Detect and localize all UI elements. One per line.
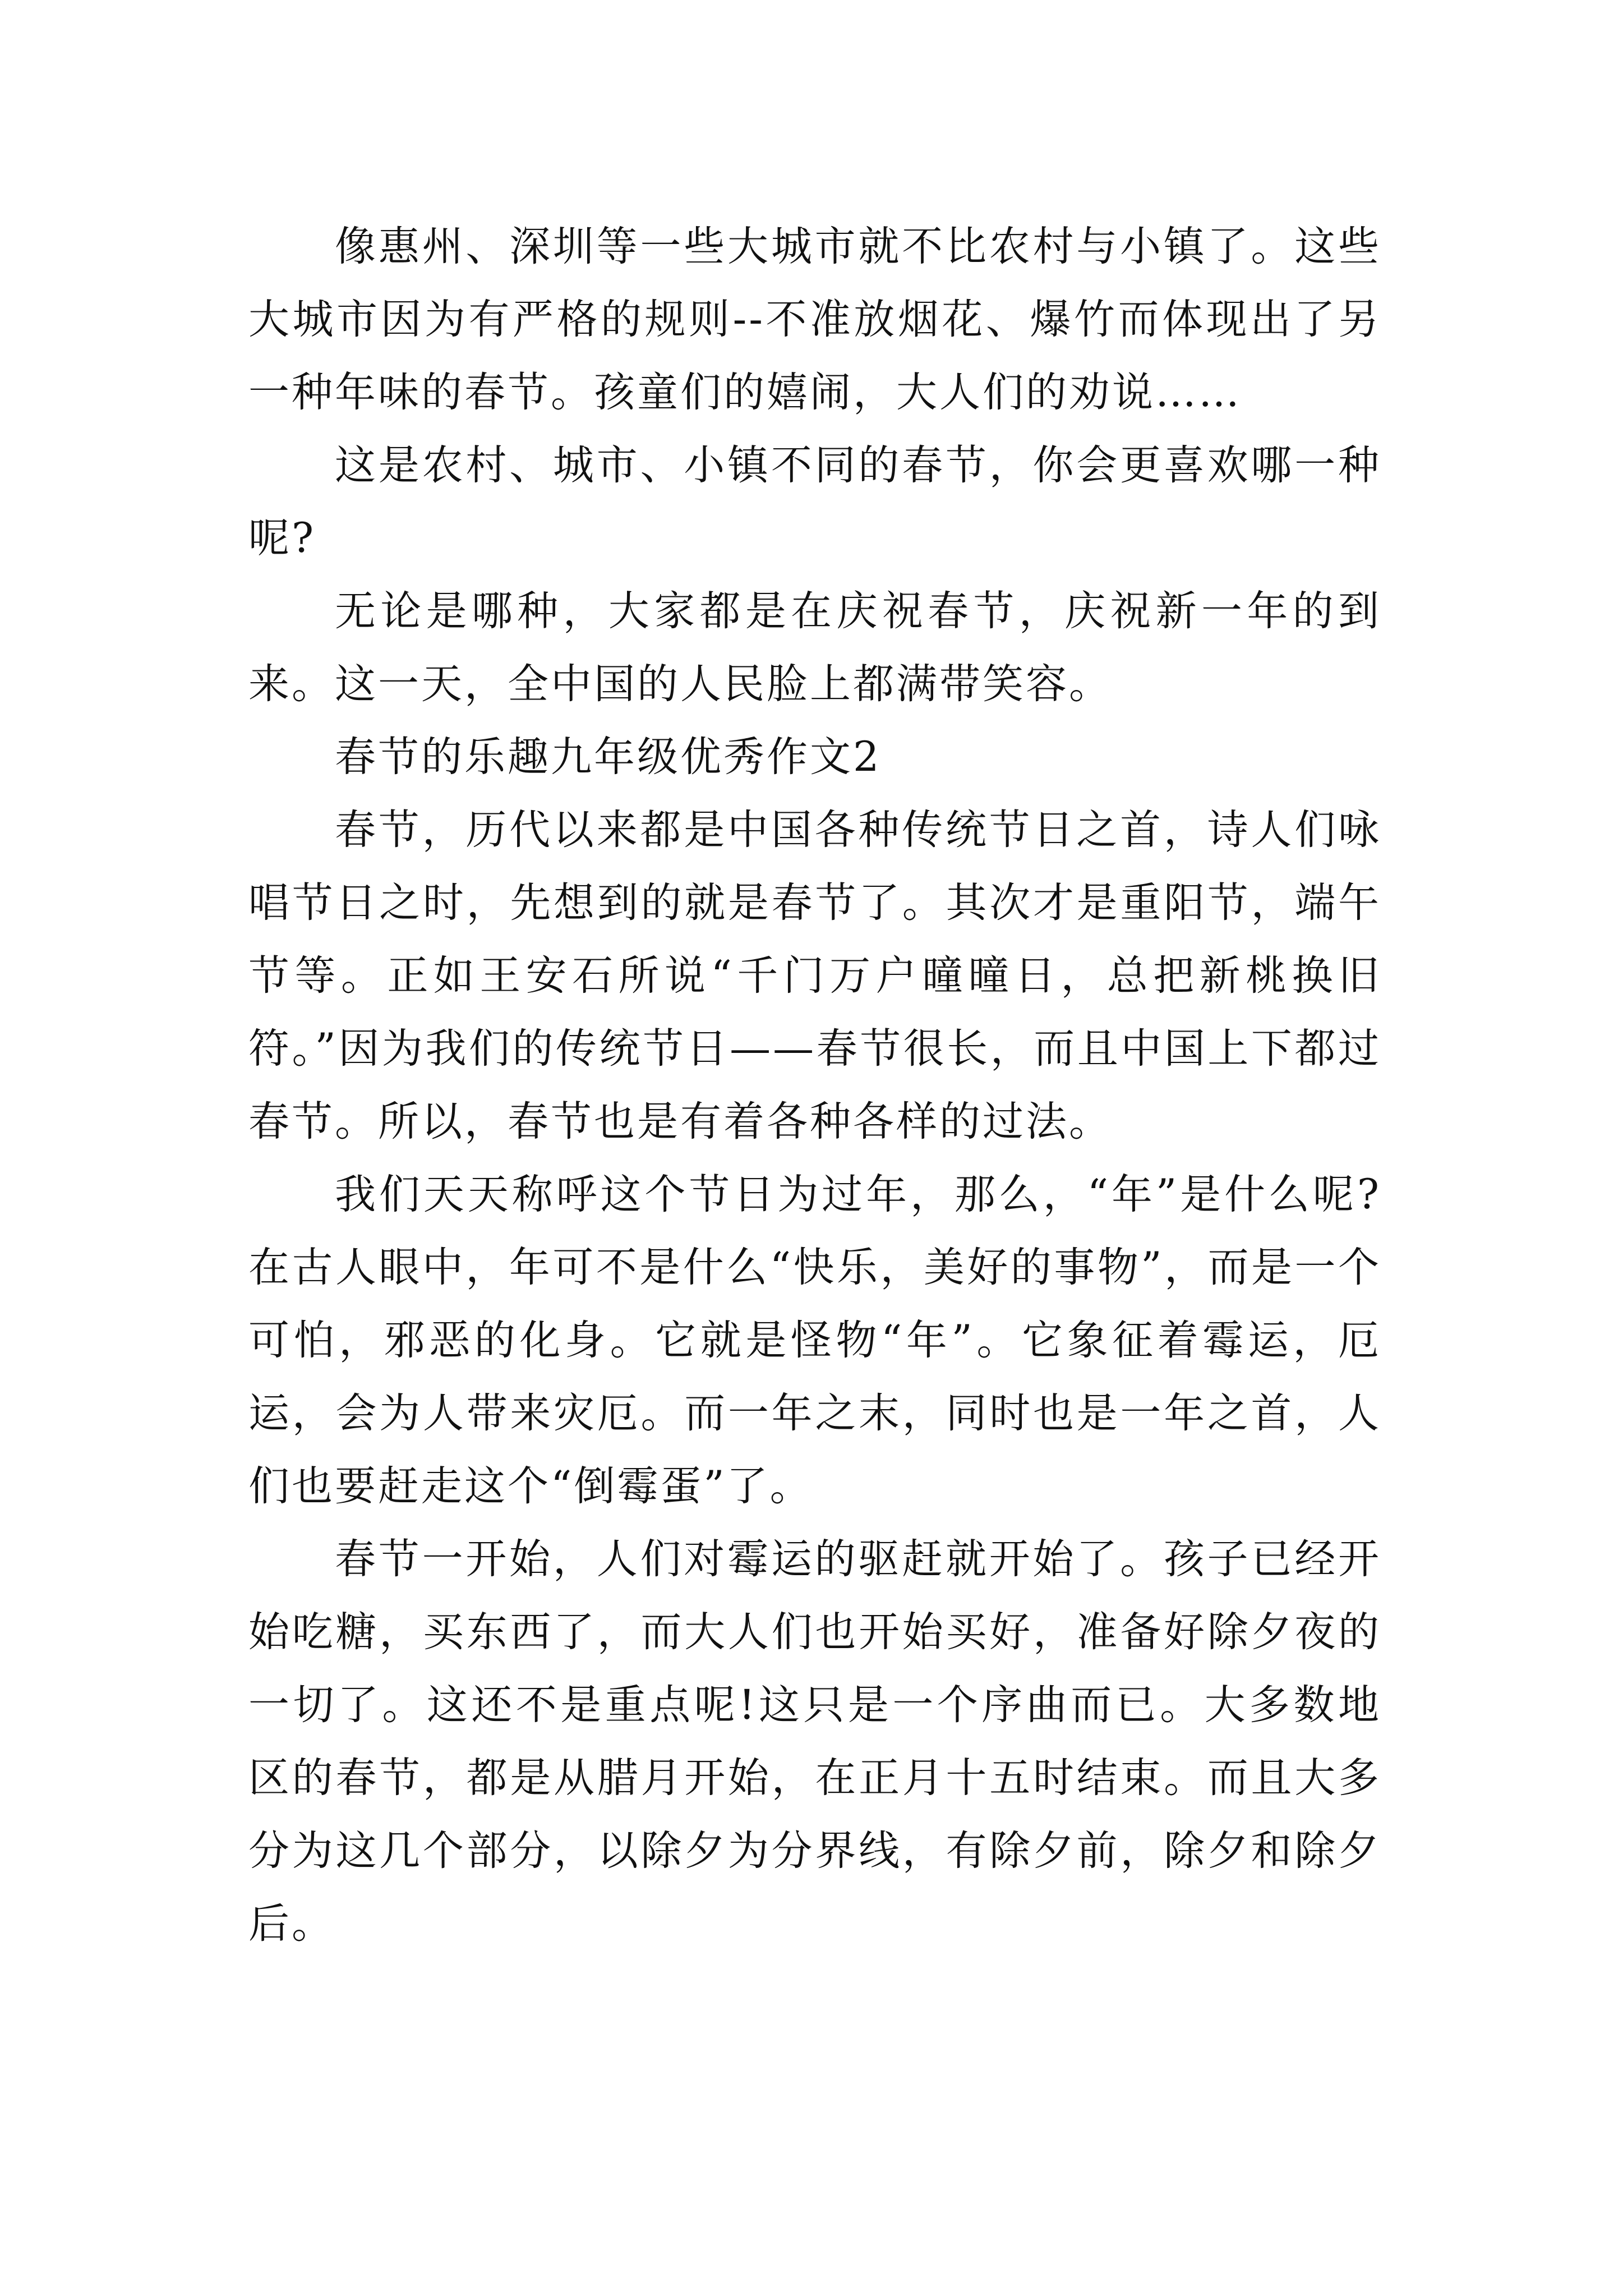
paragraph-festival-start: 春节一开始，人们对霉运的驱赶就开始了。孩子已经开始吃糖，买东西了，而大人们也开始买好，准备好除夕夜的一切了。这还不是重点呢!这只是一个序曲而已。大多数地区的春节，都是从腊月开始，在正月十五时结束。而且大多分为这几个部分，以除夕为分界线，有除夕前，除夕和除夕后。 bbox=[248, 1535, 1381, 1948]
paragraph-nian-monster: 我们天天称呼这个节日为过年，那么，“年”是什么呢?在古人眼中，年可不是什么“快乐，美好的事物”，而是一个可怕，邪恶的化身。它就是怪物“年”。它象征着霉运，厄运，会为人带来灾厄。而一年之末，同时也是一年之首，人们也要赶走这个“倒霉蛋”了。 bbox=[248, 1171, 1381, 1510]
essay-title: 春节的乐趣九年级优秀作文2 bbox=[335, 733, 882, 781]
paragraph-history: 春节，历代以来都是中国各种传统节日之首，诗人们咏唱节日之时，先想到的就是春节了。其次才是重阳节，端午节等。正如王安石所说“千门万户曈曈日，总把新桃换旧符。”因为我们的传统节日——春节很长，而且中国上下都过春节。所以，春节也是有着各种各样的过法。 bbox=[248, 806, 1381, 1145]
document-body bbox=[248, 210, 1381, 1961]
paragraph-question: 这是农村、城市、小镇不同的春节，你会更喜欢哪一种呢? bbox=[248, 441, 1381, 562]
paragraph-big-cities: 像惠州、深圳等一些大城市就不比农村与小镇了。这些大城市因为有严格的规则--不准放烟花、爆竹而体现出了另一种年味的春节。孩童们的嬉闹，大人们的劝说…… bbox=[248, 223, 1381, 416]
paragraph-celebration: 无论是哪种，大家都是在庆祝春节，庆祝新一年的到来。这一天，全中国的人民脸上都满带笑容。 bbox=[248, 587, 1381, 708]
